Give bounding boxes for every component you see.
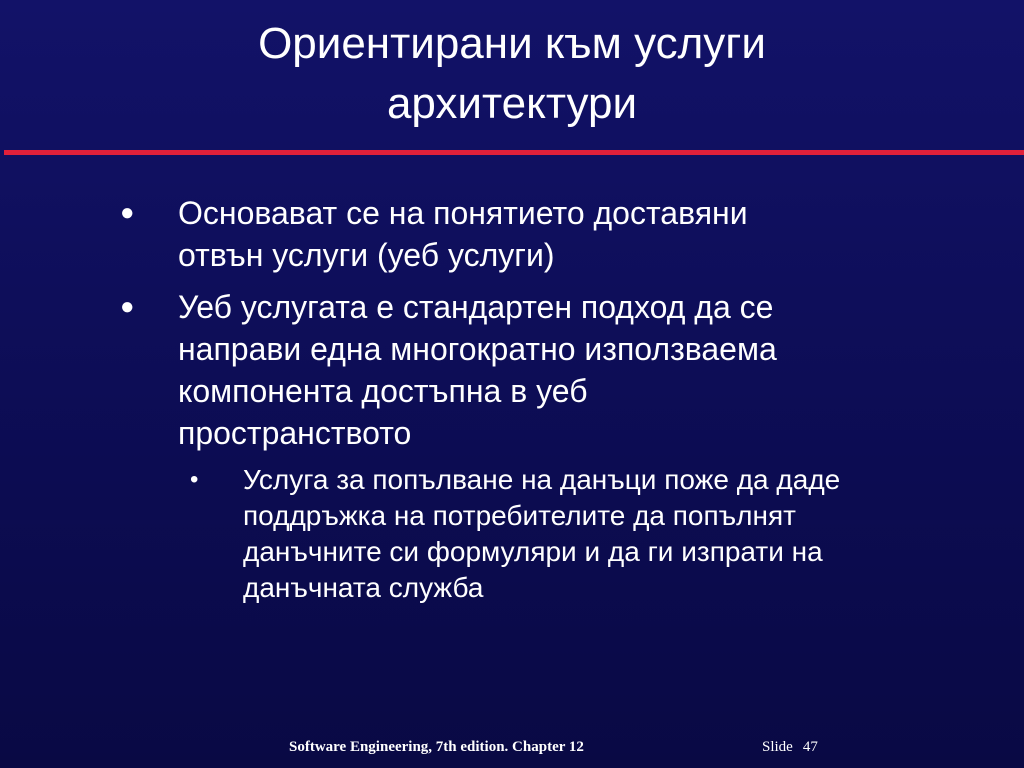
bullet-item bbox=[120, 192, 958, 276]
bullet-item bbox=[120, 286, 958, 454]
bullet-text-line: Уеб услугата е стандартен подход да се bbox=[178, 289, 774, 325]
slide-title-line: архитектури bbox=[386, 79, 638, 128]
slide-title bbox=[0, 14, 1024, 134]
footer-slide-number: 47 bbox=[802, 739, 818, 755]
footer-slide-indicator bbox=[762, 735, 818, 759]
bullet-text-line: компонента достъпна в уеб bbox=[178, 373, 588, 409]
sub-bullet-text-line: данъчната служба bbox=[243, 572, 484, 603]
sub-bullet-text-line: Услуга за попълване на данъци поже да даде bbox=[243, 464, 841, 495]
bullet-marker-icon: ● bbox=[120, 199, 135, 226]
bullet-list bbox=[0, 192, 1024, 606]
slide-title-line: Ориентирани към услуги bbox=[258, 19, 766, 68]
bullet-text-line: Основават се на понятието доставяни bbox=[178, 195, 748, 231]
bullet-marker-icon: ● bbox=[120, 293, 135, 320]
footer-book-title: Software Engineering, 7th edition. Chapter 12 bbox=[289, 739, 584, 755]
bullet-text-line: пространството bbox=[178, 415, 412, 451]
bullet-text-line: направи една многократно използваема bbox=[178, 331, 777, 367]
sub-bullet-marker-icon: • bbox=[190, 466, 199, 493]
title-divider bbox=[4, 150, 1024, 155]
bullet-text-line: отвън услуги (уеб услуги) bbox=[178, 237, 555, 273]
sub-bullet-text-line: поддръжка на потребителите да попълнят bbox=[243, 500, 796, 531]
footer-slide-label: Slide bbox=[762, 739, 793, 755]
sub-bullet-text-line: данъчните си формуляри и да ги изпрати на bbox=[243, 536, 823, 567]
sub-bullet-item bbox=[190, 462, 983, 606]
